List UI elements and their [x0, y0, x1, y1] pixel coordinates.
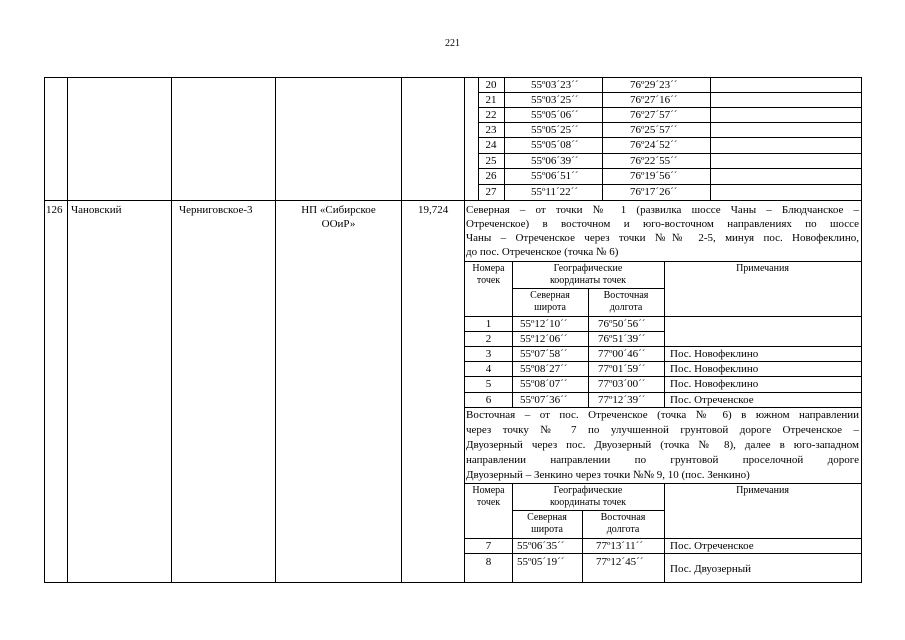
row-number: 126 [46, 204, 63, 216]
note-cell: Пос. Новофеклино [670, 378, 759, 390]
note-cell: Пос. Отреченское [670, 540, 754, 552]
header-line: Северная [527, 512, 567, 523]
latitude-cell: 55º11´22´´ [531, 186, 578, 198]
point-number: 8 [485, 556, 492, 568]
latitude-cell: 55º06´39´´ [531, 155, 579, 167]
point-number: 6 [485, 394, 492, 406]
header-line: долгота [609, 302, 643, 313]
user-line: НП «Сибирское [301, 204, 376, 216]
description-line: Восточная – от пос. Отреченское (точка № 6) в южном направлении [466, 409, 859, 421]
header-longitude [582, 512, 664, 536]
latitude-cell: 55º07´36´´ [520, 394, 568, 406]
header-line: Восточная [603, 290, 649, 301]
latitude-cell: 55º03´25´´ [531, 94, 579, 106]
page-number: 221 [445, 38, 460, 49]
longitude-cell: 76º50´56´´ [598, 318, 646, 330]
latitude-cell: 55º08´27´´ [520, 363, 568, 375]
header-line: широта [534, 302, 566, 313]
longitude-cell: 77º03´00´´ [598, 378, 646, 390]
user-cell [276, 203, 401, 231]
header-notes: Примечания [736, 263, 789, 274]
longitude-cell: 76º17´26´´ [630, 186, 678, 198]
note-cell: Пос. Двуозерный [670, 563, 752, 575]
header-coordinates [512, 485, 664, 509]
point-number: 26 [485, 170, 497, 182]
header-latitude [512, 512, 582, 536]
longitude-cell: 77º00´46´´ [598, 348, 646, 360]
longitude-cell: 77º13´11´´ [596, 540, 643, 552]
point-number: 1 [485, 318, 492, 330]
point-number: 21 [485, 94, 497, 106]
latitude-cell: 55º06´51´´ [531, 170, 579, 182]
longitude-cell: 76º22´55´´ [630, 155, 678, 167]
latitude-cell: 55º12´10´´ [520, 318, 568, 330]
latitude-cell: 55º05´06´´ [531, 109, 579, 121]
longitude-cell: 76º29´23´´ [630, 79, 678, 91]
point-number: 3 [485, 348, 492, 360]
header-line: Географические [553, 485, 623, 496]
header-point-numbers [465, 263, 512, 287]
description-line: Двуозерный – Зенкино через точки №№ 9, 10 (пос. Зенкино) [466, 469, 750, 481]
point-number: 24 [485, 139, 497, 151]
header-line: координаты точек [549, 275, 627, 286]
header-line: Номера [472, 263, 505, 274]
latitude-cell: 55º05´25´´ [531, 124, 579, 136]
point-number: 5 [485, 378, 492, 390]
longitude-cell: 77º01´59´´ [598, 363, 646, 375]
point-number: 20 [485, 79, 497, 91]
point-number: 23 [485, 124, 497, 136]
header-line: Восточная [600, 512, 646, 523]
user-line: ООиР» [321, 218, 356, 230]
longitude-cell: 76º25´57´´ [630, 124, 678, 136]
header-line: Северная [530, 290, 570, 301]
description-line: Отреченское) в восточном и юго-восточном направлениях по шоссе [466, 218, 859, 230]
description-line: Чаны – Отреченское через точки №№ 2-5, минуя пос. Новофеклино, [466, 232, 859, 244]
description-line: направлении направлении по грунтовой проселочной дороге [466, 454, 859, 466]
latitude-cell: 55º08´07´´ [520, 378, 568, 390]
description-line: Двуозерный через пос. Двуозерный (точка № 8), далее в юго-западном [466, 439, 859, 451]
longitude-cell: 76º24´52´´ [630, 139, 678, 151]
point-number: 2 [485, 333, 492, 345]
point-number: 27 [485, 186, 497, 198]
note-cell: Пос. Новофеклино [670, 348, 759, 360]
hunting-area-cell: Черниговское-3 [179, 204, 253, 216]
point-number: 25 [485, 155, 497, 167]
header-line: широта [531, 524, 563, 535]
header-line: точек [476, 497, 501, 508]
point-number: 4 [485, 363, 492, 375]
description-line: до пос. Отреченское (точка № 6) [466, 246, 619, 258]
longitude-cell: 76º27´16´´ [630, 94, 678, 106]
header-coordinates [512, 263, 664, 287]
header-line: Географические [553, 263, 623, 274]
description-line: Северная – от точки № 1 (развилка шоссе Чаны – Блюдчанское – [466, 204, 859, 216]
header-longitude [588, 290, 664, 314]
latitude-cell: 55º07´58´´ [520, 348, 568, 360]
district-cell: Чановский [71, 204, 122, 216]
header-line: долгота [606, 524, 640, 535]
latitude-cell: 55º05´08´´ [531, 139, 579, 151]
header-line: точек [476, 275, 501, 286]
header-notes: Примечания [736, 485, 789, 496]
longitude-cell: 76º19´56´´ [630, 170, 678, 182]
header-line: координаты точек [549, 497, 627, 508]
header-latitude [512, 290, 588, 314]
longitude-cell: 76º27´57´´ [630, 109, 678, 121]
header-point-numbers [465, 485, 512, 509]
point-number: 22 [485, 109, 497, 121]
note-cell: Пос. Отреченское [670, 394, 754, 406]
longitude-cell: 77º12´39´´ [598, 394, 646, 406]
longitude-cell: 76º51´39´´ [598, 333, 646, 345]
latitude-cell: 55º06´35´´ [517, 540, 565, 552]
description-line: через точку № 7 по улучшенной грунтовой дороге Отреченское – [466, 424, 859, 436]
longitude-cell: 77º12´45´´ [596, 556, 644, 568]
latitude-cell: 55º05´19´´ [517, 556, 565, 568]
point-number: 7 [485, 540, 492, 552]
header-line: Номера [472, 485, 505, 496]
note-cell: Пос. Новофеклино [670, 363, 759, 375]
area-size-cell: 19,724 [418, 204, 449, 216]
latitude-cell: 55º12´06´´ [520, 333, 568, 345]
latitude-cell: 55º03´23´´ [531, 79, 579, 91]
